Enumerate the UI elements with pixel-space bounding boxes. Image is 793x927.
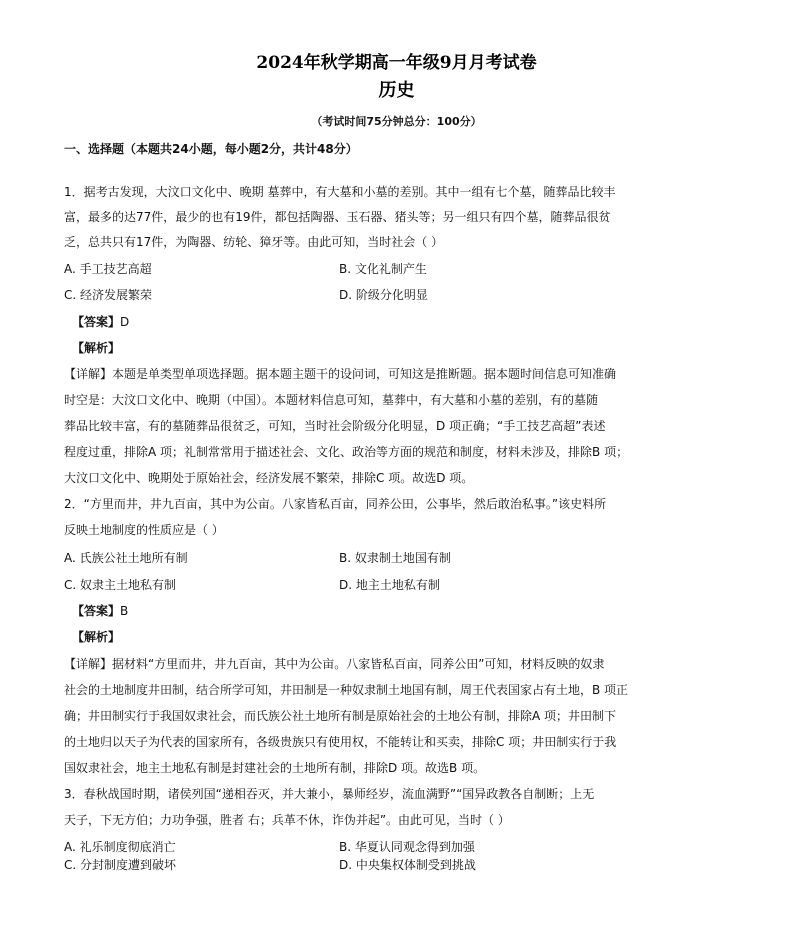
question-3-option-a: A. 礼乐制度彻底消亡 (64, 840, 176, 854)
question-1-line-3: 乏，总共只有17件，为陶器、纺轮、獐牙等。由此可知，当时社会（ ） (64, 235, 444, 249)
question-3-option-c: C. 分封制度遭到破坏 (64, 858, 177, 872)
question-1-detail-5: 大汶口文化中、晚期处于原始社会，经济发展不繁荣，排除C 项。故选D 项。 (64, 471, 474, 485)
question-1-line-1: 1．据考古发现，大汶口文化中、晚期 墓葬中，有大墓和小墓的差别。其中一组有七个墓，随葬品比较丰 (64, 185, 616, 199)
question-1-analysis-label: 【解析】 (72, 341, 121, 355)
answer-label: 【答案】 (72, 604, 121, 618)
question-3-option-b: B. 华夏认同观念得到加强 (339, 840, 475, 854)
question-1-option-c: C. 经济发展繁荣 (64, 288, 153, 302)
question-2-detail-3: 确；井田制实行于我国奴隶社会，而氏族公社土地所有制是原始社会的土地公有制，排除A 项；井田制下 (64, 709, 617, 723)
question-2-option-c: C. 奴隶主土地私有制 (64, 578, 177, 592)
question-2-detail-1: 【详解】据材料“方里而井，井九百亩，其中为公亩。八家皆私百亩，同养公田”可知，材料反映的奴隶 (64, 657, 605, 671)
question-2-detail-5: 国奴隶社会，地主土地私有制是封建社会的土地所有制，排除D 项。故选B 项。 (64, 761, 486, 775)
answer-value: D (120, 315, 130, 329)
question-2-analysis-label: 【解析】 (72, 630, 121, 644)
question-2-detail-2: 社会的土地制度井田制，结合所学可知，井田制是一种奴隶制土地国有制，周王代表国家占有土地，B 项正 (64, 683, 629, 697)
question-2-answer (72, 602, 128, 619)
question-2-option-d: D. 地主土地私有制 (339, 578, 440, 592)
question-1-option-a: A. 手工技艺高超 (64, 262, 152, 276)
answer-value: B (120, 604, 129, 618)
question-1-detail-2: 时空是：大汶口文化中、晚期（中国）。本题材料信息可知，墓葬中，有大墓和小墓的差别，有的墓随 (64, 393, 599, 407)
question-1-detail-4: 程度过重，排除A 项；礼制常常用于描述社会、文化、政治等方面的规范和制度，材料未涉及，排除B 项； (64, 445, 629, 459)
question-3-line-1: 3．春秋战国时期，诸侯列国“递相吞灭，并大兼小，暴师经岁，流血满野”“国异政教各自制断；上无 (64, 787, 595, 801)
question-1-answer (72, 313, 129, 330)
question-1-option-b: B. 文化礼制产生 (339, 262, 427, 276)
question-1-line-2: 富，最多的达77件，最少的也有19件，都包括陶器、玉石器、猪头等；另一组只有四个墓，随葬品很贫 (64, 210, 611, 224)
question-2-option-b: B. 奴隶制土地国有制 (339, 551, 451, 565)
question-2-detail-4: 的土地归以天子为代表的国家所有，各级贵族只有使用权，不能转让和买卖，排除C 项；井田制实行于我 (64, 735, 617, 749)
exam-title: 2024年秋学期高一年级9月月考试卷 (256, 53, 537, 73)
answer-label: 【答案】 (72, 315, 121, 329)
subject-title: 历史 (378, 80, 415, 101)
question-2-line-2: 反映土地制度的性质应是（ ） (64, 523, 224, 537)
question-1-detail-1: 【详解】本题是单类型单项选择题。据本题主题干的设问词，可知这是推断题。据本题时间信息可知准确 (64, 367, 617, 381)
section-heading: 一、选择题（本题共24小题，每小题2分，共计48分） (64, 142, 358, 156)
question-2-option-a: A. 氏族公社土地所有制 (64, 551, 188, 565)
question-3-line-2: 天子，下无方伯；力功争强，胜者 右；兵革不休，诈伪并起”。由此可见，当时（ ） (64, 813, 510, 827)
question-2-line-1: 2．“方里而井，井九百亩，其中为公亩。八家皆私百亩，同养公田，公事毕，然后敢治私事。”该史料所 (64, 497, 607, 511)
question-3-option-d: D. 中央集权体制受到挑战 (339, 858, 476, 872)
question-1-detail-3: 葬品比较丰富，有的墓随葬品很贫乏，可知，当时社会阶级分化明显，D 项正确；“手工技艺高超”表述 (64, 419, 606, 433)
question-1-option-d: D. 阶级分化明显 (339, 288, 428, 302)
exam-meta: （考试时间75分钟总分：100分） (311, 115, 482, 128)
